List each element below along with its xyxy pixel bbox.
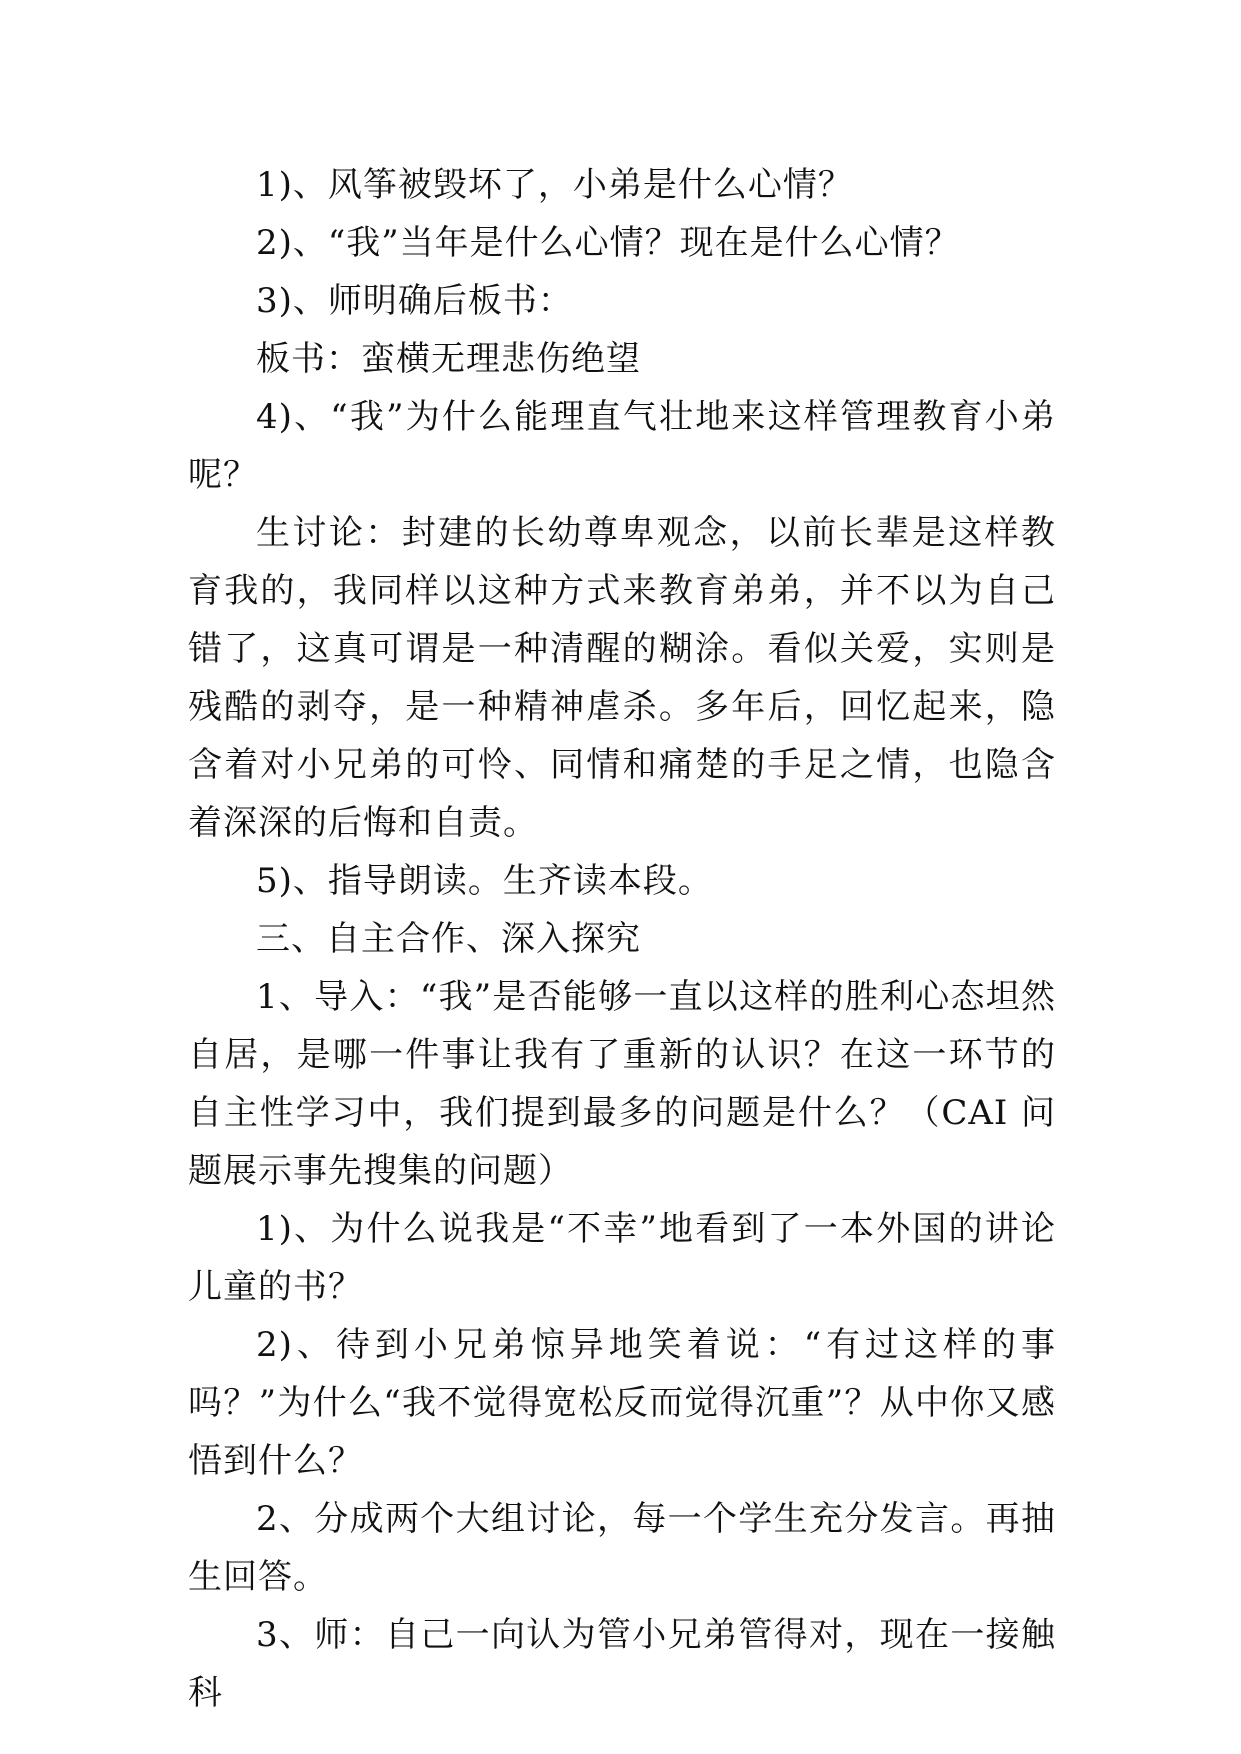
paragraph-sub-question-2: 2)、待到小兄弟惊异地笑着说：“有过这样的事吗？”为什么“我不觉得宽松反而觉得沉重”？从中你又感悟到什么？ <box>188 1325 1056 1481</box>
paragraph-question-4: 4)、“我”为什么能理直气壮地来这样管理教育小弟呢？ <box>188 397 1056 495</box>
section-heading-3: 三、自主合作、深入探究 <box>256 919 641 959</box>
paragraph-board-notes: 板书：蛮横无理悲伤绝望 <box>256 339 641 379</box>
paragraph-sub-question-1: 1)、为什么说我是“不幸”地看到了一本外国的讲论儿童的书？ <box>188 1209 1056 1307</box>
paragraph-student-discussion: 生讨论：封建的长幼尊卑观念，以前长辈是这样教育我的，我同样以这种方式来教育弟弟，并不以为自己错了，这真可谓是一种清醒的糊涂。看似关爱，实则是残酷的剥夺，是一种精神虐杀。多年后，回忆起来，隐含着对小兄弟的可怜、同情和痛楚的手足之情，也隐含着深深的后悔和自责。 <box>188 513 1056 843</box>
paragraph-teacher: 3、师：自己一向认为管小兄弟管得对，现在一接触科 <box>188 1615 1056 1713</box>
paragraph-question-1: 1)、风筝被毁坏了，小弟是什么心情？ <box>256 165 853 205</box>
paragraph-intro: 1、导入：“我”是否能够一直以这样的胜利心态坦然自居，是哪一件事让我有了重新的认识？在这一环节的自主性学习中，我们提到最多的问题是什么？（CAI 问题展示事先搜集的问题） <box>188 977 1056 1191</box>
paragraph-question-2: 2)、“我”当年是什么心情？现在是什么心情？ <box>256 223 960 263</box>
paragraph-question-5: 5)、指导朗读。生齐读本段。 <box>256 861 713 901</box>
paragraph-question-3: 3)、师明确后板书： <box>256 281 573 321</box>
document-body <box>188 156 1056 1722</box>
paragraph-group-discussion: 2、分成两个大组讨论，每一个学生充分发言。再抽生回答。 <box>188 1499 1056 1597</box>
